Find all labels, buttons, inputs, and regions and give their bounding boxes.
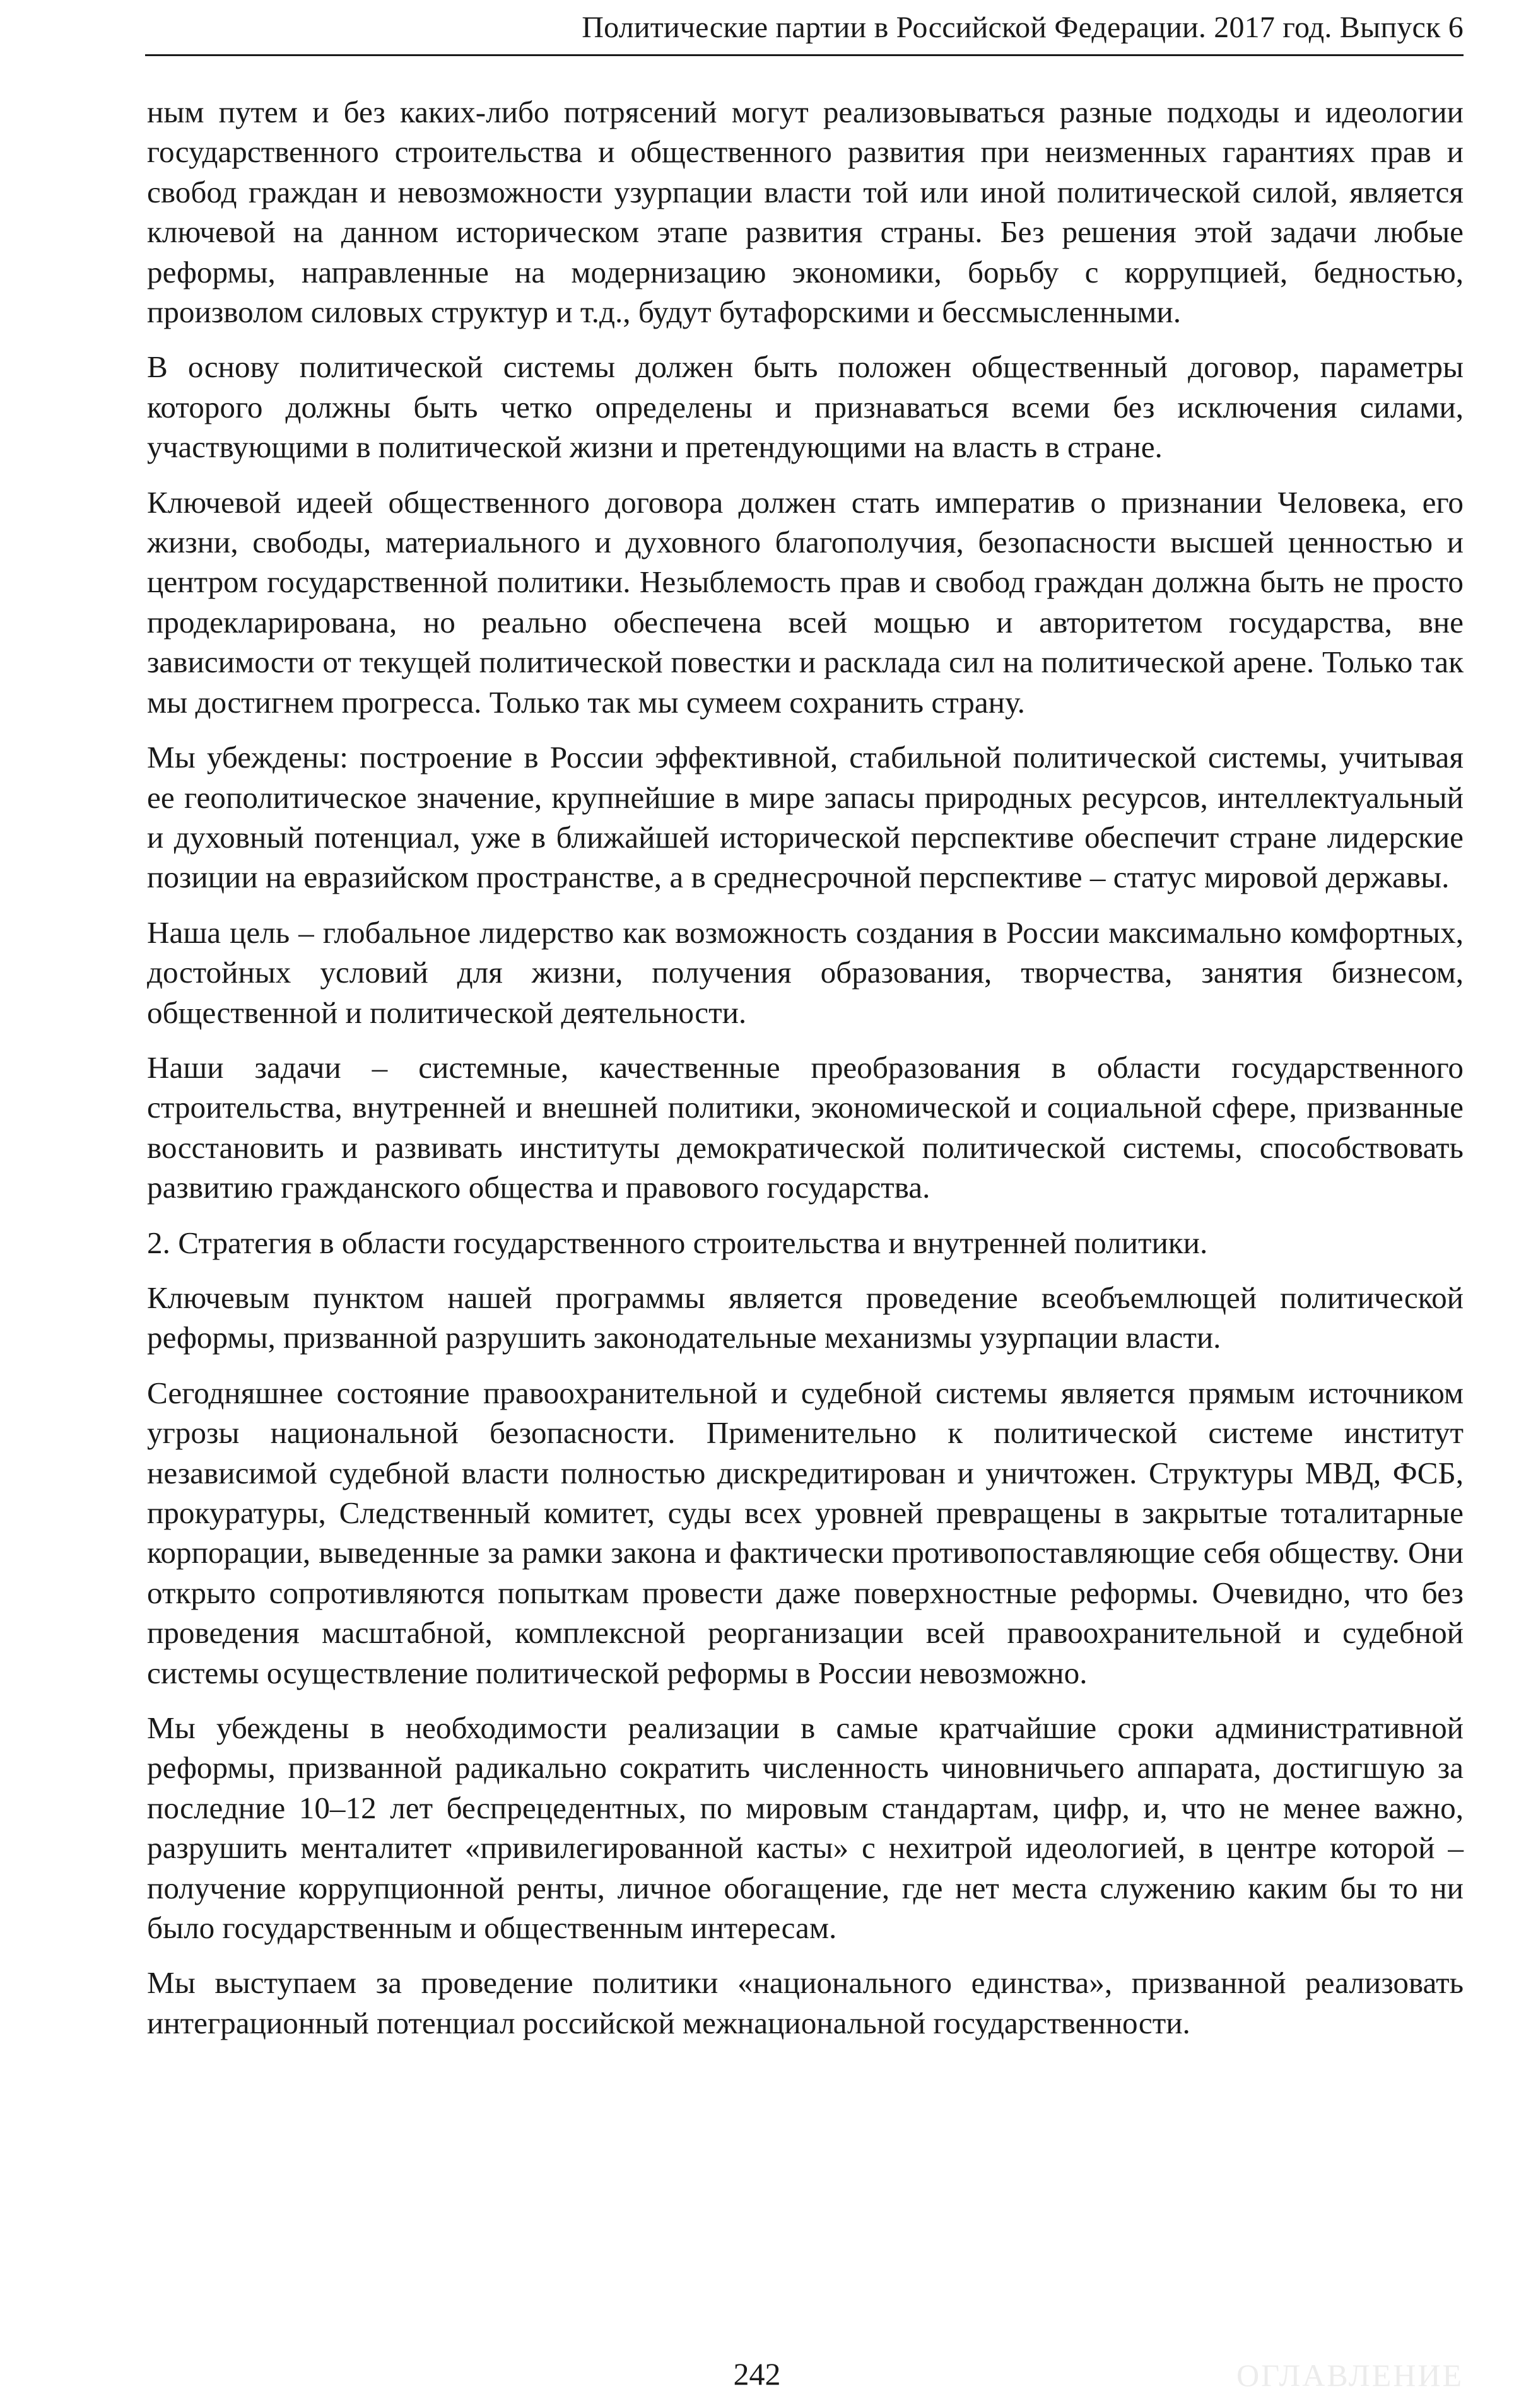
paragraph-2: В основу политической системы должен быть положен общественный договор, параметры которого должны быть четко определены и признаваться всеми без исключения силами, участвующими в политической жизни и претендующими на власть в стране. <box>147 349 1464 465</box>
page-body <box>147 92 1464 2058</box>
paragraph-11: Мы выступаем за проведение политики «национального единства», призванной реализовать интеграционный потенциал российской межнациональной государственности. <box>147 1965 1464 2040</box>
paragraph-10: Мы убеждены в необходимости реализации в самые кратчайшие сроки административной реформы, призванной радикально сократить численность чиновничьего аппарата, достигшую за последние 10–12 лет беспрецедентных, по мировым стандартам, цифр, и, что не менее важно, разрушить менталитет «привилегированной касты» с нехитрой идеологией, в центре которой – получение коррупционной ренты, личное обогащение, где нет места служению каким бы то ни было государственным и общественным интересам. <box>147 1710 1464 1946</box>
paragraph-4: Мы убеждены: построение в России эффективной, стабильной политической системы, учитывая ее геополитическое значение, крупнейшие в мире запасы природных ресурсов, интеллектуальный и духовный потенциал, уже в ближайшей исторической перспективе обеспечит стране лидерские позиции на евразийском пространстве, а в среднесрочной перспективе – статус мировой державы. <box>147 740 1464 895</box>
paragraph-6: Наши задачи – системные, качественные преобразования в области государственного строительства, внутренней и внешней политики, экономической и социальной сфере, призванные восстановить и развивать институты демократической политической системы, способствовать развитию гражданского общества и правового государства. <box>147 1049 1464 1205</box>
section-heading: 2. Стратегия в области государственного строительства и внутренней политики. <box>147 1225 1208 1260</box>
paragraph-1: ным путем и без каких-либо потрясений могут реализовываться разные подходы и идеологии государственного строительства и общественного развития при неизменных гарантиях прав и свобод граждан и невозможности узурпации власти той или иной политической силой, является ключевой на данном историческом этапе развития страны. Без решения этой задачи любые реформы, направленные на модернизацию экономики, борьбу с коррупцией, бедностью, произволом силовых структур и т.д., будут бутафорскими и бессмысленными. <box>147 95 1464 330</box>
header-rule <box>145 54 1464 56</box>
paragraph-5: Наша цель – глобальное лидерство как возможность создания в России максимально комфортных, достойных условий для жизни, получения образования, творчества, занятия бизнесом, общественной и политической деятельности. <box>147 915 1464 1030</box>
paragraph-9: Сегодняшнее состояние правоохранительной и судебной системы является прямым источником угрозы национальной безопасности. Применительно к политической системе институт независимой судебной власти полностью дискредитирован и уничтожен. Структуры МВД, ФСБ, прокуратуры, Следственный комитет, суды всех уровней превращены в закрытые тоталитарные корпорации, выведенные за рамки закона и фактически противопоставляющие себя обществу. Они открыто сопротивляются попыткам провести даже поверхностные реформы. Очевидно, что без проведения масштабной, комплексной реорганизации всей правоохранительной и судебной системы осуществление политической реформы в России невозможно. <box>147 1375 1464 1690</box>
page-number: 242 <box>733 2356 781 2392</box>
paragraph-3: Ключевой идеей общественного договора должен стать императив о признании Человека, его жизни, свободы, материального и духовного благополучия, безопасности высшей ценностью и центром государственной политики. Незыблемость прав и свобод граждан должна быть не просто продекларирована, но реально обеспечена всей мощью и авторитетом государства, вне зависимости от текущей политической повестки и расклада сил на политической арене. Только так мы достигнем прогресса. Только так мы сумеем сохранить страну. <box>147 484 1464 720</box>
table-of-contents-link[interactable]: ОГЛАВЛЕНИЕ <box>1236 2358 1464 2393</box>
running-title: Политические партии в Российской Федерации. 2017 год. Выпуск 6 <box>582 11 1464 44</box>
paragraph-8: Ключевым пунктом нашей программы является проведение всеобъемлющей политической реформы, призванной разрушить законодательные механизмы узурпации власти. <box>147 1280 1464 1355</box>
